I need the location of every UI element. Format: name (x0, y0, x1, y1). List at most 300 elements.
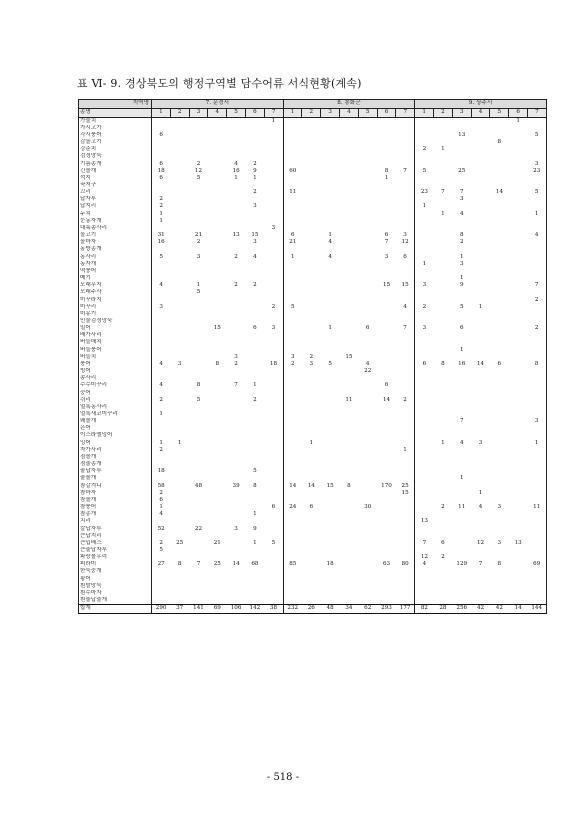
count-cell (415, 311, 434, 318)
count-cell (434, 139, 453, 146)
count-cell (377, 225, 396, 232)
count-cell (377, 490, 396, 497)
count-cell (264, 239, 283, 246)
count-cell (358, 511, 377, 518)
count-cell (227, 339, 246, 346)
count-cell: 15 (396, 282, 415, 289)
count-cell (170, 117, 189, 125)
count-cell (471, 175, 490, 182)
count-cell (340, 583, 359, 590)
count-cell (340, 139, 359, 146)
species-name: 가시고기 (79, 125, 152, 132)
count-cell (415, 268, 434, 275)
count-cell: 2 (159, 203, 163, 210)
count-cell (264, 447, 283, 454)
count-cell (321, 246, 340, 253)
count-cell (396, 504, 415, 511)
count-cell (227, 304, 246, 311)
count-cell (509, 318, 528, 325)
count-cell (245, 404, 264, 411)
table-row (79, 175, 547, 182)
count-cell (509, 297, 528, 304)
count-cell: 2 (253, 160, 257, 167)
species-name: 긴몰개 (79, 168, 152, 175)
count-cell (452, 547, 471, 554)
count-cell (434, 318, 453, 325)
total-cell: 28 (434, 605, 453, 614)
count-cell (377, 297, 396, 304)
count-cell: 1 (290, 253, 295, 260)
count-cell (340, 146, 359, 153)
count-cell (245, 597, 264, 605)
count-cell (509, 411, 528, 418)
count-cell (152, 339, 171, 346)
count-cell (245, 461, 264, 468)
count-cell: 1 (441, 439, 445, 446)
count-cell (358, 425, 377, 432)
count-cell (227, 461, 246, 468)
count-cell (283, 411, 302, 418)
count-cell (264, 347, 283, 354)
count-cell (170, 218, 189, 225)
count-cell (490, 325, 509, 332)
species-name: 치리 (79, 518, 152, 525)
count-cell: 5 (159, 546, 163, 553)
count-cell (358, 418, 377, 425)
count-cell: 5 (422, 167, 427, 174)
count-cell (490, 146, 509, 153)
count-cell (509, 368, 528, 375)
count-cell: 2 (264, 304, 283, 311)
count-cell (321, 526, 340, 533)
count-cell (152, 583, 171, 590)
count-cell: 5 (196, 289, 201, 296)
count-cell (490, 339, 509, 346)
table-row (79, 161, 547, 168)
count-cell (302, 411, 321, 418)
count-cell: 15 (251, 232, 259, 239)
count-cell (227, 218, 246, 225)
count-cell (396, 390, 415, 397)
count-cell (509, 225, 528, 232)
count-cell (245, 497, 264, 504)
count-cell (415, 576, 434, 583)
count-cell (490, 232, 509, 239)
count-cell (227, 411, 246, 418)
count-cell (434, 261, 453, 268)
total-cell: 144 (528, 605, 547, 614)
table-row (79, 218, 547, 225)
count-cell (396, 461, 415, 468)
count-cell (434, 289, 453, 296)
count-cell (283, 540, 302, 547)
count-cell (302, 554, 321, 561)
count-cell (377, 211, 396, 218)
station-number-header: 4 (340, 109, 359, 118)
count-cell (358, 475, 377, 482)
count-cell: 13 (232, 232, 240, 239)
count-cell (415, 497, 434, 504)
count-cell: 3 (422, 325, 427, 332)
species-name: 누치 (79, 211, 152, 218)
total-cell: 42 (471, 605, 490, 614)
count-cell (452, 576, 471, 583)
count-cell (170, 225, 189, 232)
count-cell (227, 375, 246, 382)
count-cell (340, 561, 359, 568)
table-row (79, 203, 547, 210)
count-cell (528, 203, 547, 210)
count-cell: 2 (196, 160, 201, 167)
count-cell (227, 261, 246, 268)
count-cell (528, 239, 547, 246)
count-cell (396, 432, 415, 439)
count-cell: 14 (476, 360, 485, 367)
count-cell (528, 404, 547, 411)
count-cell (471, 232, 490, 239)
count-cell (490, 332, 509, 339)
count-cell (415, 418, 434, 425)
count-cell (189, 354, 208, 361)
count-cell (452, 590, 471, 597)
count-cell (283, 117, 302, 125)
count-cell (434, 597, 453, 605)
count-cell (189, 311, 208, 318)
count-cell (302, 533, 321, 540)
count-cell (302, 304, 321, 311)
count-cell (415, 175, 434, 182)
count-cell (377, 447, 396, 454)
count-cell (283, 526, 302, 533)
count-cell (170, 239, 189, 246)
count-cell (189, 125, 208, 132)
count-cell (302, 454, 321, 461)
count-cell (490, 547, 509, 554)
count-cell: 6 (441, 539, 445, 546)
species-name: 미유기 (79, 311, 152, 318)
count-cell (208, 339, 227, 346)
count-cell (377, 361, 396, 368)
count-cell (189, 576, 208, 583)
count-cell (321, 554, 340, 561)
count-cell (227, 425, 246, 432)
species-name: 꺽지 (79, 175, 152, 182)
count-cell (283, 332, 302, 339)
count-cell (321, 511, 340, 518)
count-cell (452, 175, 471, 182)
count-cell (415, 211, 434, 218)
count-cell (340, 196, 359, 203)
count-cell (170, 425, 189, 432)
count-cell (471, 475, 490, 482)
count-cell: 3 (290, 353, 295, 360)
count-cell (170, 390, 189, 397)
count-cell (452, 268, 471, 275)
count-cell (208, 161, 227, 168)
count-cell (471, 468, 490, 475)
count-cell (245, 311, 264, 318)
count-cell: 4 (159, 360, 163, 367)
count-cell (490, 590, 509, 597)
count-cell (434, 297, 453, 304)
count-cell (227, 153, 246, 160)
count-cell (245, 196, 264, 203)
count-cell (189, 361, 208, 368)
count-cell: 8 (253, 482, 257, 489)
count-cell: 11 (458, 504, 466, 511)
count-cell (170, 168, 189, 175)
count-cell (264, 590, 283, 597)
count-cell (471, 483, 490, 490)
count-cell: 15 (382, 282, 391, 289)
station-number-header: 7 (396, 109, 415, 118)
count-cell (358, 139, 377, 146)
count-cell (283, 390, 302, 397)
count-cell (152, 318, 171, 325)
count-cell (302, 325, 321, 332)
count-cell (321, 354, 340, 361)
count-cell (302, 125, 321, 132)
count-cell (340, 554, 359, 561)
count-cell (509, 254, 528, 261)
count-cell (283, 404, 302, 411)
count-cell (528, 547, 547, 554)
count-cell (170, 304, 189, 311)
count-cell (170, 554, 189, 561)
count-cell (528, 390, 547, 397)
count-cell (396, 404, 415, 411)
station-number-header: 2 (434, 109, 453, 118)
count-cell (340, 261, 359, 268)
count-cell (377, 339, 396, 346)
table-row (79, 211, 547, 218)
count-cell: 4 (253, 253, 257, 260)
count-cell: 1 (422, 260, 427, 267)
count-cell (452, 332, 471, 339)
count-cell (340, 432, 359, 439)
count-cell (227, 196, 246, 203)
count-cell (358, 297, 377, 304)
species-name: 돌마자 (79, 239, 152, 246)
count-cell (302, 518, 321, 525)
count-cell (396, 468, 415, 475)
count-cell (264, 432, 283, 439)
count-cell (415, 404, 434, 411)
table-row (79, 576, 547, 583)
count-cell (170, 526, 189, 533)
count-cell: 25 (213, 561, 221, 568)
count-cell (528, 182, 547, 189)
count-cell (321, 418, 340, 425)
count-cell (245, 475, 264, 482)
count-cell (434, 418, 453, 425)
count-cell (227, 554, 246, 561)
count-cell (208, 203, 227, 210)
count-cell (509, 196, 528, 203)
species-label-cell (79, 109, 152, 118)
species-name: 큰줄납자루 (79, 547, 152, 554)
count-cell (396, 440, 415, 447)
count-cell (170, 404, 189, 411)
count-cell (227, 454, 246, 461)
count-cell (490, 490, 509, 497)
count-cell: 1 (384, 174, 389, 181)
count-cell (227, 289, 246, 296)
count-cell (490, 125, 509, 132)
count-cell (528, 475, 547, 482)
count-cell (152, 153, 171, 160)
count-cell (528, 597, 547, 605)
table-title: 표 Ⅵ- 9. 경상북도의 행정구역별 담수어류 서식현황(계속) (77, 77, 362, 90)
count-cell (358, 461, 377, 468)
count-cell (264, 189, 283, 196)
count-cell (452, 540, 471, 547)
count-cell (321, 196, 340, 203)
count-cell: 3 (234, 525, 238, 532)
species-name: 숭어 (79, 390, 152, 397)
count-cell: 4 (328, 239, 332, 246)
total-row (79, 605, 547, 614)
count-cell: 7 (459, 418, 464, 425)
count-cell (208, 117, 227, 125)
count-cell (321, 297, 340, 304)
count-cell: 1 (309, 439, 314, 446)
count-cell (377, 117, 396, 125)
station-number-header: 4 (208, 109, 227, 118)
count-cell (509, 432, 528, 439)
count-cell (452, 397, 471, 404)
count-cell: 2 (528, 325, 547, 332)
count-cell (170, 318, 189, 325)
count-cell (471, 411, 490, 418)
count-cell (490, 246, 509, 253)
count-cell (377, 261, 396, 268)
count-cell (434, 117, 453, 125)
count-cell (302, 511, 321, 518)
count-cell (377, 597, 396, 605)
count-cell: 69 (528, 561, 547, 568)
count-cell (283, 225, 302, 232)
count-cell (245, 182, 264, 189)
count-cell (377, 289, 396, 296)
count-cell (490, 282, 509, 289)
count-cell (471, 182, 490, 189)
count-cell (490, 175, 509, 182)
count-cell (283, 583, 302, 590)
count-cell (340, 461, 359, 468)
count-cell (528, 375, 547, 382)
count-cell: 31 (157, 232, 165, 239)
count-cell (340, 311, 359, 318)
count-cell (490, 168, 509, 175)
table-row (79, 347, 547, 354)
count-cell: 4 (159, 511, 163, 518)
count-cell: 3 (459, 196, 464, 203)
count-cell (189, 583, 208, 590)
count-cell (340, 540, 359, 547)
count-cell (396, 526, 415, 533)
total-cell: 37 (170, 605, 189, 614)
count-cell (452, 218, 471, 225)
count-cell (528, 175, 547, 182)
count-cell (208, 454, 227, 461)
count-cell (434, 332, 453, 339)
count-cell: 22 (364, 368, 372, 375)
count-cell (227, 390, 246, 397)
count-cell: 2 (234, 253, 238, 260)
count-cell (302, 540, 321, 547)
count-cell (340, 289, 359, 296)
count-cell (509, 132, 528, 139)
count-cell (415, 504, 434, 511)
count-cell: 1 (422, 203, 427, 210)
count-cell (528, 518, 547, 525)
count-cell (264, 454, 283, 461)
count-cell (377, 526, 396, 533)
count-cell (189, 246, 208, 253)
count-cell (302, 547, 321, 554)
count-cell (377, 390, 396, 397)
count-cell (490, 261, 509, 268)
count-cell (528, 511, 547, 518)
count-cell (245, 447, 264, 454)
table-row (79, 454, 547, 461)
count-cell (340, 297, 359, 304)
count-cell (264, 518, 283, 525)
count-cell: 8 (441, 360, 445, 367)
count-cell: 8 (384, 167, 389, 174)
count-cell (170, 511, 189, 518)
count-cell: 3 (309, 360, 314, 367)
count-cell (528, 540, 547, 547)
count-cell (377, 404, 396, 411)
count-cell (358, 196, 377, 203)
count-cell (377, 268, 396, 275)
count-cell (170, 139, 189, 146)
count-cell (528, 339, 547, 346)
count-cell (509, 576, 528, 583)
total-cell: 82 (415, 605, 434, 614)
count-cell (377, 461, 396, 468)
count-cell (490, 397, 509, 404)
count-cell (358, 568, 377, 575)
count-cell (396, 540, 415, 547)
species-name: 큰입배스 (79, 540, 152, 547)
count-cell: 8 (528, 361, 547, 368)
count-cell (396, 597, 415, 605)
count-cell (245, 332, 264, 339)
count-cell (170, 475, 189, 482)
table-row (79, 125, 547, 132)
count-cell (152, 533, 171, 540)
count-cell: 3 (528, 161, 547, 168)
count-cell (321, 375, 340, 382)
table-row (79, 568, 547, 575)
count-cell (245, 354, 264, 361)
count-cell: 2 (234, 282, 238, 289)
species-name: 참마자 (79, 490, 152, 497)
count-cell (396, 153, 415, 160)
count-cell (490, 132, 509, 139)
species-name: 송사리 (79, 375, 152, 382)
count-cell (509, 497, 528, 504)
total-cell: 106 (227, 605, 246, 614)
count-cell (490, 304, 509, 311)
count-cell: 1 (459, 475, 464, 482)
count-cell (170, 418, 189, 425)
count-cell (509, 583, 528, 590)
count-cell: 5 (253, 468, 257, 475)
